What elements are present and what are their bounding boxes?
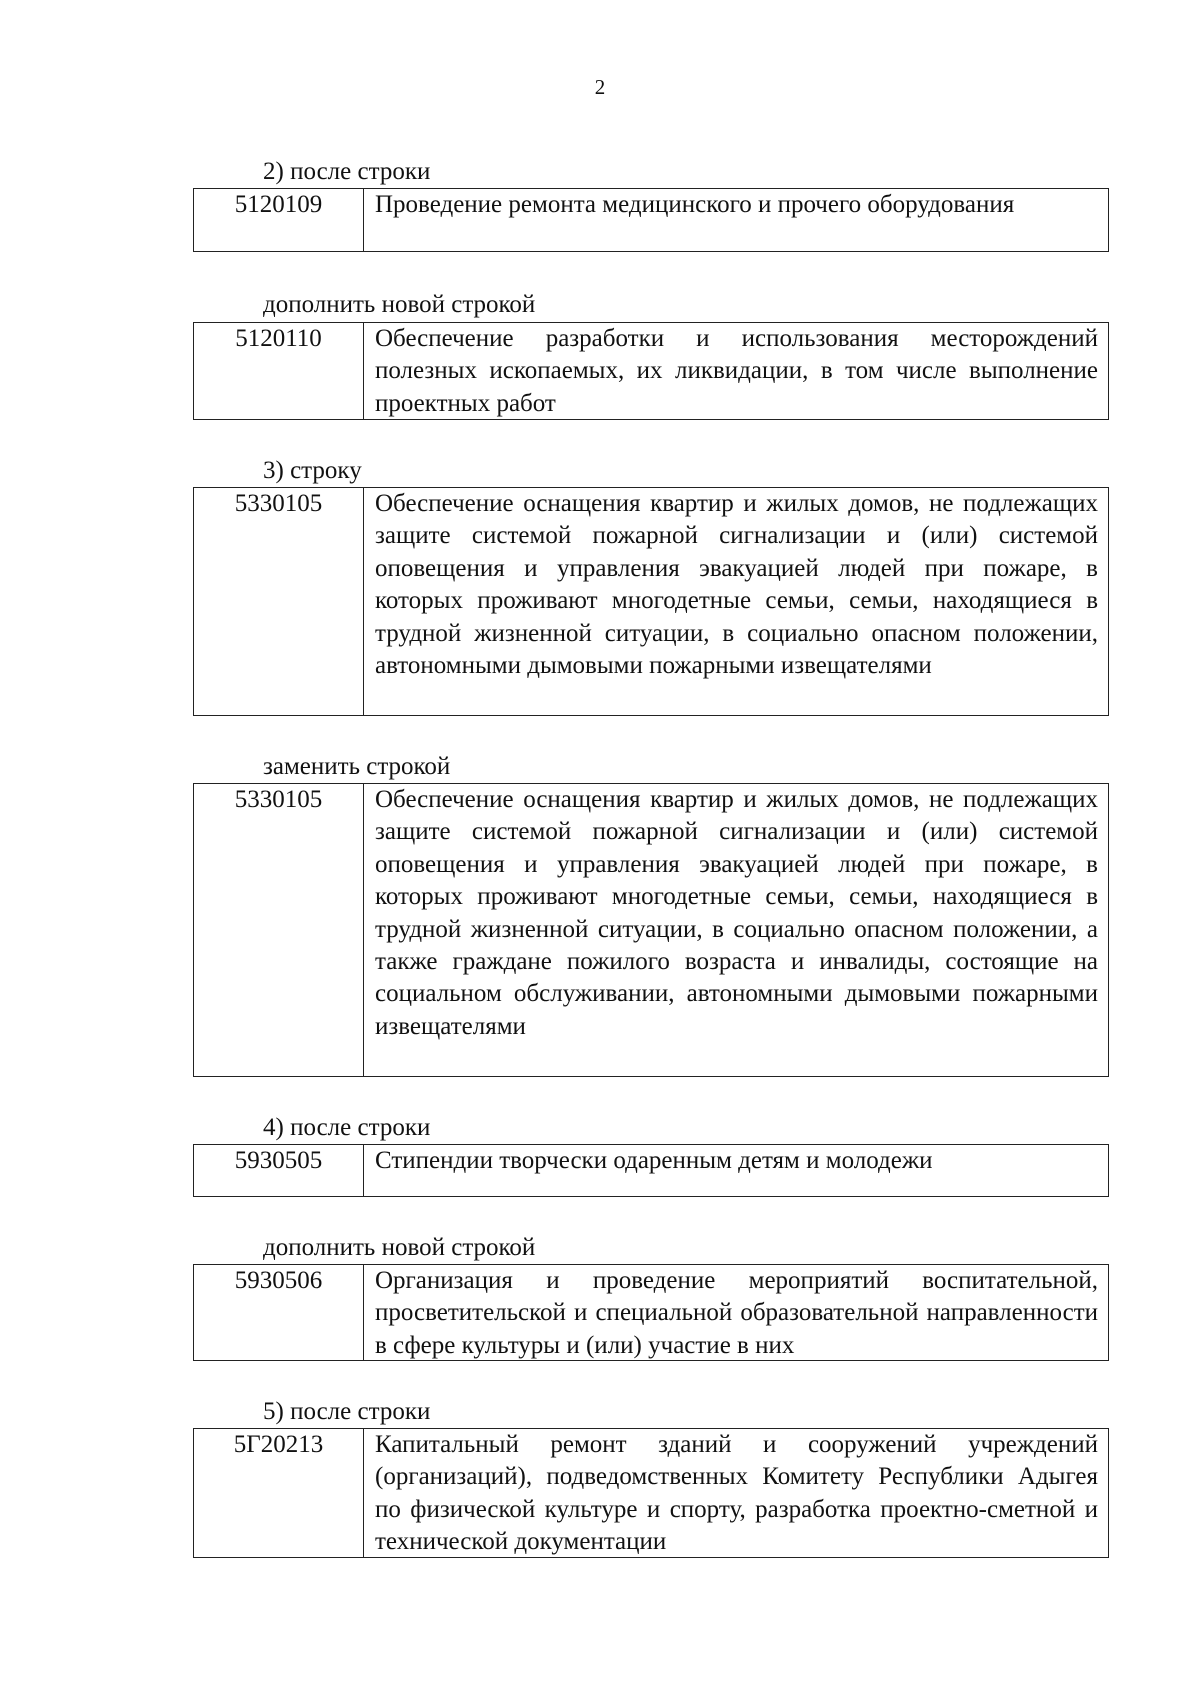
budget-code: 5330105 xyxy=(194,488,364,715)
section-label-replace-row: заменить строкой xyxy=(263,753,451,780)
code-description: Обеспечение разработки и использования месторождений полезных ископаемых, их ликвидации, в том числе выполнение проектных работ xyxy=(375,325,1098,417)
section-label-after-row: 2) после строки xyxy=(263,158,431,185)
budget-code: 5120109 xyxy=(194,189,364,251)
code-table-row xyxy=(193,322,1109,420)
budget-code: 5120110 xyxy=(194,323,364,419)
section-label-after-row: 5) после строки xyxy=(263,1398,431,1425)
budget-code: 5330105 xyxy=(194,784,364,1076)
code-table-row xyxy=(193,1428,1109,1558)
code-description: Обеспечение оснащения квартир и жилых домов, не подлежащих защите системой пожарной сигнализации и (или) системой оповещения и управления эвакуацией людей при пожаре, в которых проживают многодетные семьи, семьи, находящиеся в трудной жизненной ситуации, в социально опасном положении, автономными дымовыми пожарными извещателями xyxy=(375,490,1098,680)
budget-code: 5930506 xyxy=(194,1265,364,1360)
code-table-row xyxy=(193,487,1109,716)
code-table-row xyxy=(193,188,1109,252)
code-table-row xyxy=(193,1264,1109,1361)
section-label-add-row: дополнить новой строкой xyxy=(263,291,536,318)
code-table-row xyxy=(193,1144,1109,1197)
code-table-row xyxy=(193,783,1109,1077)
code-description: Обеспечение оснащения квартир и жилых домов, не подлежащих защите системой пожарной сигнализации и (или) системой оповещения и управления эвакуацией людей при пожаре, в которых проживают многодетные семьи, семьи, находящиеся в трудной жизненной ситуации, в социально опасном положении, а также граждане пожилого возраста и инвалиды, состоящие на социальном обслуживании, автономными дымовыми пожарными извещателями xyxy=(375,786,1098,1040)
code-description: Проведение ремонта медицинского и прочего оборудования xyxy=(375,191,1015,218)
section-label-row: 3) строку xyxy=(263,457,362,484)
budget-code: 5930505 xyxy=(194,1145,364,1196)
page-number: 2 xyxy=(594,75,606,99)
code-description: Капитальный ремонт зданий и сооружений учреждений (организаций), подведомственных Комитету Республики Адыгея по физической культуре и спорту, разработка проектно-сметной и технической документации xyxy=(375,1431,1098,1556)
section-label-add-row: дополнить новой строкой xyxy=(263,1234,536,1261)
budget-code: 5Г20213 xyxy=(194,1429,364,1557)
code-description: Стипендии творчески одаренным детям и молодежи xyxy=(375,1147,933,1174)
code-description: Организация и проведение мероприятий воспитательной, просветительской и специальной образовательной направленности в сфере культуры и (или) участие в них xyxy=(375,1267,1098,1359)
section-label-after-row: 4) после строки xyxy=(263,1114,431,1141)
